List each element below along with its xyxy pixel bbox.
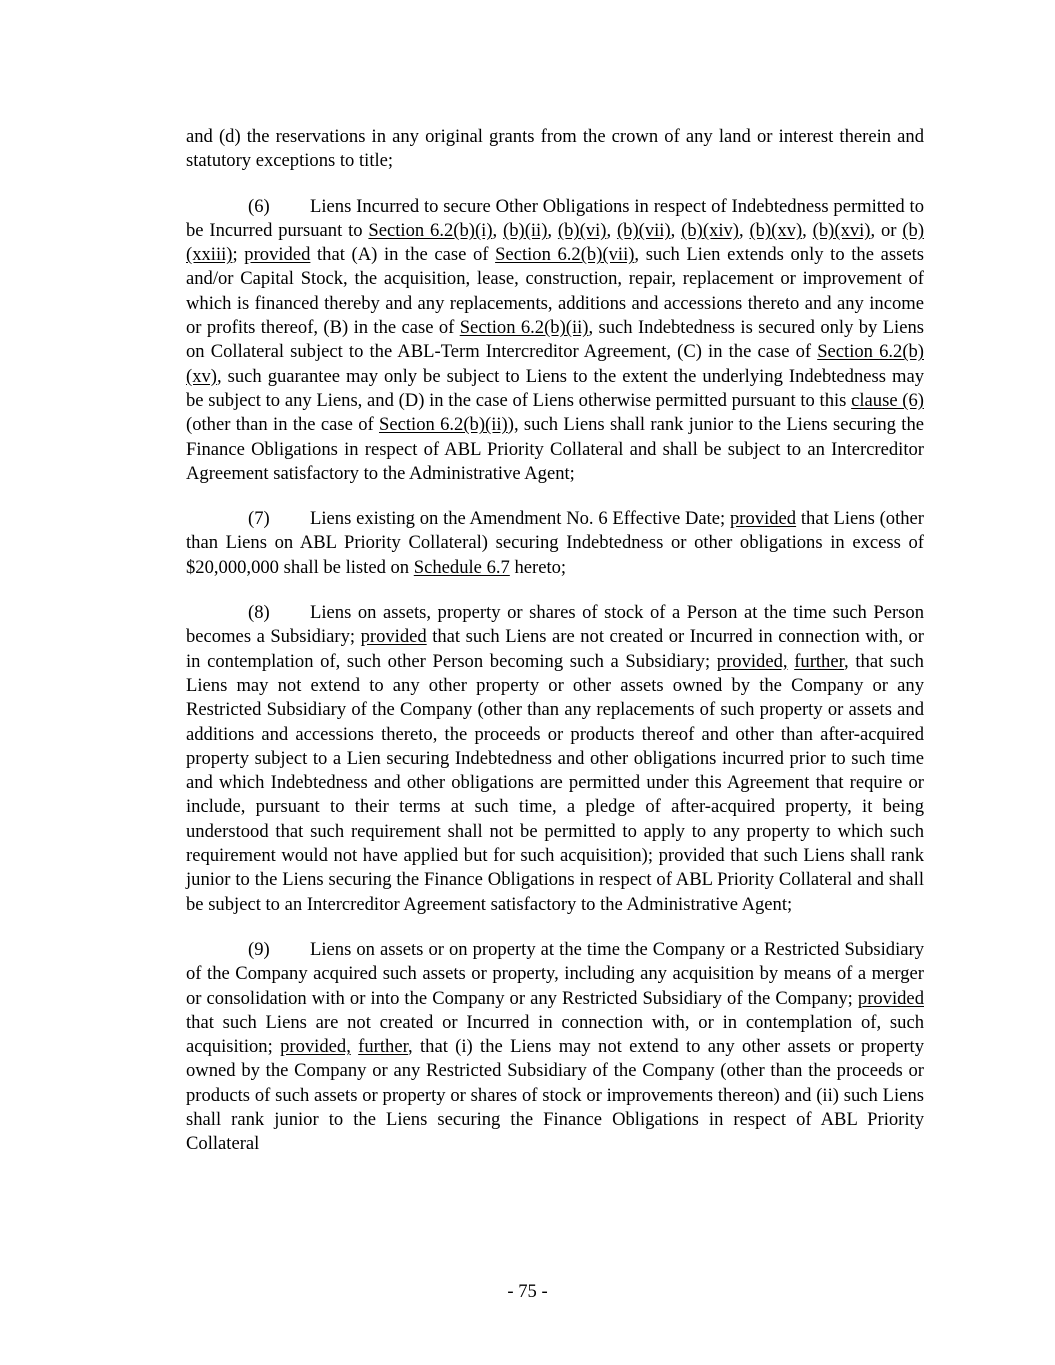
text-run: , that (i) the Liens may not extend to any other assets or property owned by the Company or any Restricted Subsidiary of the Company (other than the proceeds or products of such assets or property or shares of stock or improvements thereon) and (ii) such Liens shall rank junior to the Liens securing the Finance Obligations in respect of ABL Priority Collateral: [186, 1036, 924, 1155]
text-run: hereto;: [509, 556, 567, 578]
paragraph-clause-9: [186, 938, 924, 1157]
text-run: , such Lien extends only to the assets and/or Capital Stock, the acquisition, lease, construction, repair, replacement or improvement of which is financed thereby and any replacements, additions and accessions thereto and any income or profits thereof, (B) in the case of: [186, 244, 924, 339]
paragraph-clause-6: [186, 195, 924, 487]
text-run: , or: [870, 219, 903, 241]
defined-term-provided: provided: [244, 244, 311, 266]
clause-reference: clause (6): [851, 389, 924, 411]
text-run: that such Liens are not created or Incurred in connection with, or in contemplation of, such acquisition;: [186, 1011, 924, 1058]
defined-term-provided: provided: [730, 508, 797, 530]
page-number: - 75 -: [507, 1281, 548, 1302]
section-reference: (b)(xv): [749, 219, 803, 241]
text-run: , that such Liens may not extend to any other property or other assets owned by the Company or any Restricted Subsidiary of the Company (other than any replacements of such property or assets and additions and accessions thereto, the proceeds or products thereof and other than after-acquired property subject to a Lien securing Indebtedness and other obligations incurred prior to such time and which Indebtedness and other obligations are permitted under this Agreement that require or include, pursuant to their terms at such time, a pledge of after-acquired property, it being understood that such requirement shall not be permitted to apply to any property to which such requirement would not have applied but for such acquisition); provided that such Liens shall rank junior to the Liens securing the Finance Obligations in respect of ABL Priority Collateral and shall be subject to an Intercreditor Agreement satisfactory to the Administrative Agent;: [186, 650, 924, 915]
text-run: ,: [738, 219, 750, 241]
clause-number: (6): [248, 195, 270, 217]
text-run: Liens on assets, property or shares of stock of a Person at the time such Person becomes a Subsidiary;: [186, 602, 924, 648]
text-run: that Liens (other than Liens on ABL Priority Collateral) securing Indebtedness or other obligations in excess of $20,000,000 shall be listed on: [186, 508, 924, 578]
paragraph-continuation: [186, 125, 924, 174]
text-run: that (A) in the case of: [310, 244, 496, 266]
section-reference: (b)(vi): [557, 219, 607, 241]
section-reference: (b)(ii): [503, 219, 548, 241]
text-run: (other than in the case of: [186, 414, 380, 436]
defined-term-further: further: [358, 1036, 409, 1058]
text-run: Liens on assets or on property at the time the Company or a Restricted Subsidiary of the Company acquired such assets or property, including any acquisition by means of a merger or consolidation with or into the Company or any Restricted Subsidiary of the Company;: [186, 938, 924, 1009]
text-run: ), such Liens shall rank junior to the Liens securing the Finance Obligations in respect of ABL Priority Collateral and shall be subject to an Intercreditor Agreement satisfactory to the Administrative Agent;: [186, 414, 925, 484]
defined-term-provided: provided: [360, 626, 427, 648]
text-run: ;: [232, 244, 245, 266]
paragraph-clause-8: [186, 601, 924, 917]
section-reference: (b)(vii): [616, 219, 671, 241]
section-reference: Section 6.2(b)(ii): [379, 414, 508, 436]
defined-term-provided: provided,: [280, 1036, 351, 1058]
defined-term-provided: provided,: [716, 650, 788, 672]
text-run: Liens Incurred to secure Other Obligations in respect of Indebtedness permitted to be Incurred pursuant to: [186, 195, 924, 241]
clause-number: (7): [248, 508, 270, 530]
text-run: , such Indebtedness is secured only by Liens on Collateral subject to the ABL-Term Intercreditor Agreement, (C) in the case of: [186, 317, 925, 363]
text-run: that such Liens are not created or Incurred in connection with, or in contemplation of, such other Person becoming such a Subsidiary;: [186, 626, 924, 672]
text-run: ,: [802, 219, 813, 241]
section-reference: (b)(xvi): [812, 219, 871, 241]
text-run: ,: [606, 219, 617, 241]
section-reference: Section 6.2(b)(ii): [459, 317, 589, 339]
paragraph-clause-7: [186, 507, 924, 580]
text-run: ,: [547, 219, 558, 241]
section-reference: Section 6.2(b)(vii): [495, 244, 635, 266]
page-body: [186, 125, 924, 1178]
section-reference: (b)(xiv): [681, 219, 739, 241]
text-run: , such guarantee may only be subject to Liens to the extent the underlying Indebtedness may be subject to any Liens, and (D) in the case of Liens otherwise permitted pursuant to this: [186, 365, 924, 411]
clause-number: (8): [248, 602, 270, 624]
paragraph-text: and (d) the reservations in any original grants from the crown of any land or interest therein and statutory exceptions to title;: [186, 126, 924, 172]
text-run: Liens existing on the Amendment No. 6 Effective Date;: [310, 508, 730, 530]
defined-term-further: further: [794, 650, 845, 672]
section-reference: Section 6.2(b)(i): [368, 219, 493, 241]
section-reference: Section 6.2(b)(xv): [186, 341, 924, 387]
defined-term-provided: provided: [857, 987, 924, 1009]
text-run: ,: [670, 219, 682, 241]
section-reference: (b)(xxiii): [186, 219, 925, 266]
schedule-reference: Schedule 6.7: [413, 556, 510, 578]
clause-number: (9): [248, 938, 270, 960]
text-run: ,: [492, 219, 504, 241]
